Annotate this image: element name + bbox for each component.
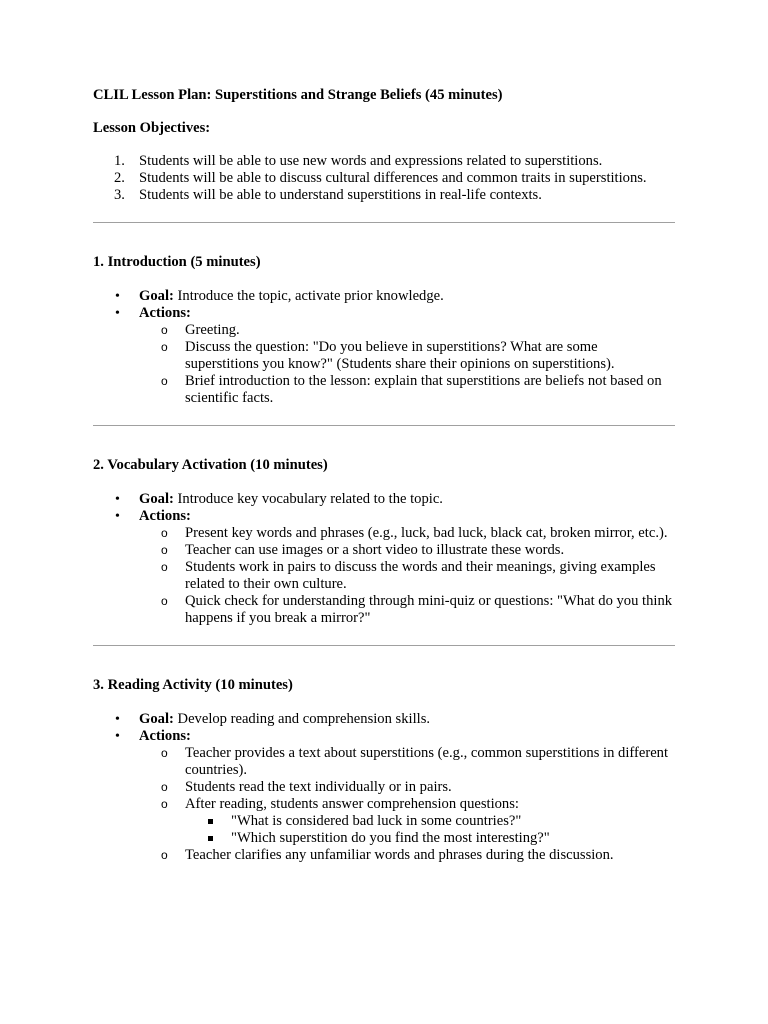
- section-title: 1. Introduction (5 minutes): [93, 254, 261, 270]
- actions-list: [139, 322, 675, 407]
- list-item: o Teacher provides a text about superstitions (e.g., common superstitions in different countries).: [161, 745, 669, 778]
- list-item: "Which superstition do you find the most interesting?": [185, 830, 675, 847]
- section-title: 2. Vocabulary Activation (10 minutes): [93, 457, 328, 473]
- list-item: 2. Students will be able to discuss cultural differences and common traits in superstitions.: [114, 170, 647, 186]
- section-vocabulary: [93, 457, 675, 627]
- list-item: o Brief introduction to the lesson: explain that superstitions are beliefs not based on scientific facts.: [161, 373, 662, 406]
- square-bullet-icon: [208, 836, 213, 841]
- section-reading: [93, 677, 675, 864]
- goal-item: • Goal: Develop reading and comprehension skills.: [115, 711, 431, 727]
- list-item: o After reading, students answer comprehension questions: "What is considered bad luck in some countries?" "Which superstition do you find the most interesting?": [139, 796, 675, 847]
- section-introduction: [93, 254, 675, 407]
- divider: [93, 425, 675, 426]
- list-item: "What is considered bad luck in some countries?": [185, 813, 675, 830]
- goal-item: • Goal: Introduce key vocabulary related to the topic.: [115, 491, 443, 507]
- document-page: [93, 87, 675, 864]
- actions-list: [139, 525, 675, 627]
- list-item: 3. Students will be able to understand superstitions in real-life contexts.: [114, 187, 542, 203]
- section-title: 3. Reading Activity (10 minutes): [93, 677, 293, 693]
- divider: [93, 222, 675, 223]
- section-list: [93, 288, 675, 407]
- divider: [93, 645, 675, 646]
- list-item: o Quick check for understanding through mini-quiz or questions: "What do you think happens if you break a mirror?": [161, 593, 673, 626]
- questions-list: [185, 813, 675, 847]
- list-item: 1. Students will be able to use new words and expressions related to superstitions.: [114, 153, 603, 169]
- list-item: o Discuss the question: "Do you believe in superstitions? What are some superstitions you know?" (Students share their opinions on superstitions).: [161, 339, 615, 372]
- list-item: o Teacher can use images or a short video to illustrate these words.: [161, 542, 565, 558]
- list-item: o Students work in pairs to discuss the words and their meanings, giving examples related to their own culture.: [161, 559, 656, 592]
- actions-item: • Actions: o Present key words and phrases (e.g., luck, bad luck, black cat, broken mirror, etc.). o Teacher can use images or a short video to illustrate these words. o Students work in pairs to discuss the words and their meanings, giving examples related to their own culture. o Quick check for understanding through mini-quiz or questions: "What do you think happens if you break a mirror?": [93, 508, 675, 627]
- section-list: [93, 491, 675, 627]
- objectives-heading: Lesson Objectives:: [93, 120, 211, 136]
- actions-item: • Actions: o Teacher provides a text about superstitions (e.g., common superstitions in different countries). o Students read the text individually or in pairs. o After reading, students answer comprehension questions: "What is considered bad luck in some countries?" "Which superstition do you find the most interesting?" o Teacher clarifies any unfamiliar words and phrases during the discussion.: [93, 728, 675, 864]
- actions-list: [139, 745, 675, 864]
- list-item: o Greeting.: [161, 322, 240, 338]
- list-item: o Students read the text individually or in pairs.: [161, 779, 452, 795]
- goal-item: • Goal: Introduce the topic, activate prior knowledge.: [115, 288, 444, 304]
- actions-item: • Actions: o Greeting. o Discuss the question: "Do you believe in superstitions? What are some superstitions you know?" (Students share their opinions on superstitions). o Brief introduction to the lesson: explain that superstitions are beliefs not based on scientific facts.: [93, 305, 675, 407]
- square-bullet-icon: [208, 819, 213, 824]
- list-item: o Present key words and phrases (e.g., luck, bad luck, black cat, broken mirror, etc.).: [161, 525, 668, 541]
- list-item: o Teacher clarifies any unfamiliar words and phrases during the discussion.: [161, 847, 614, 863]
- section-list: [93, 711, 675, 864]
- objectives-list: [93, 153, 675, 204]
- document-title: CLIL Lesson Plan: Superstitions and Strange Beliefs (45 minutes): [93, 87, 503, 103]
